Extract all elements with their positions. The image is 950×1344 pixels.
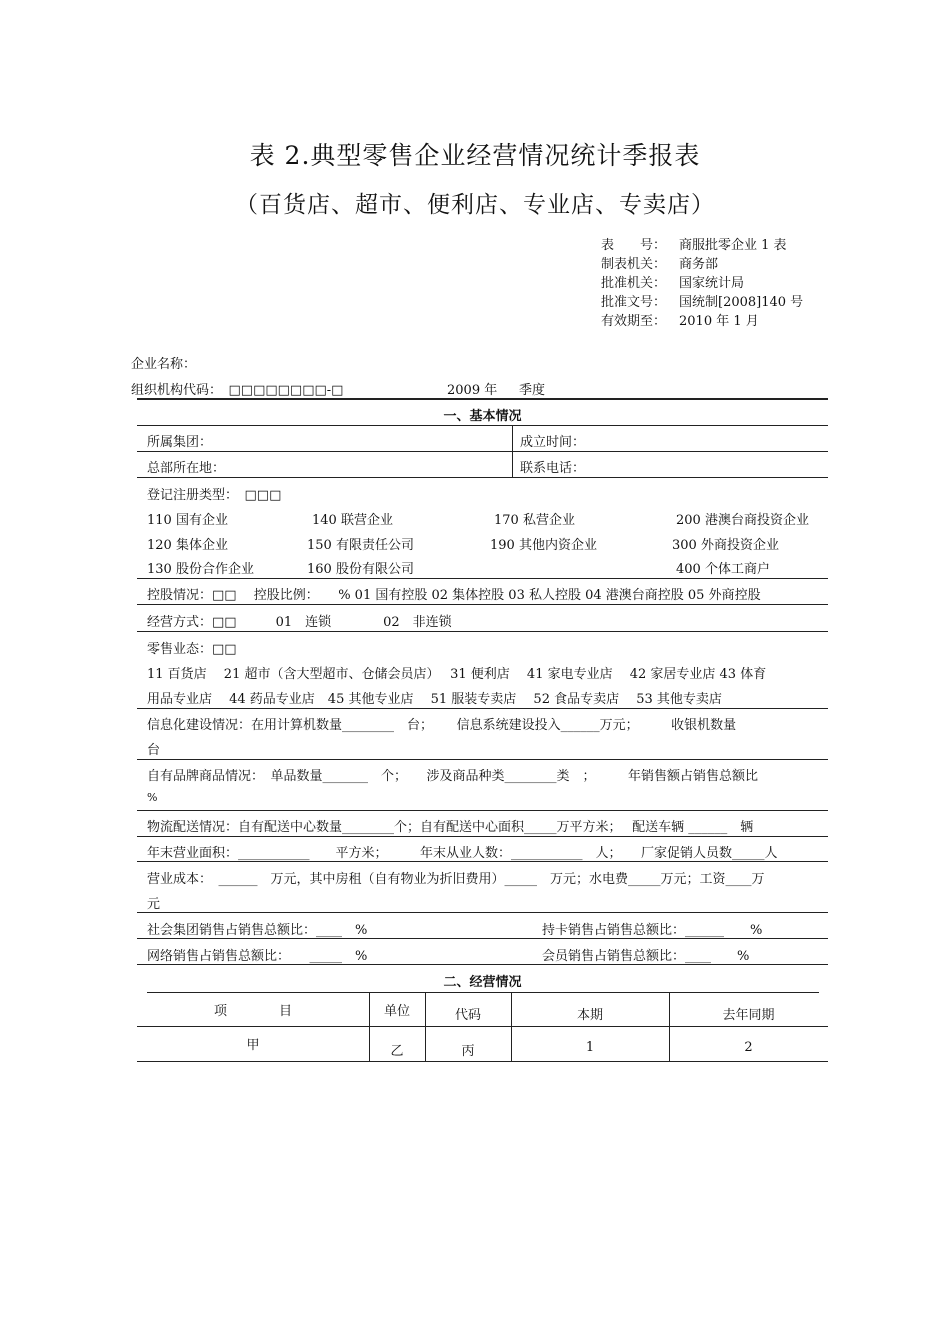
reg-option: 150 有限责任公司 — [307, 538, 414, 553]
reg-option: 140 联营企业 — [312, 513, 393, 528]
brand-row-line1: 自有品牌商品情况： 单品数量_______ 个； 涉及商品种类________类 ； 年销售额占销售总额比 — [147, 769, 759, 784]
table-cell: 2 — [744, 1040, 753, 1055]
reg-option: 190 其他内资企业 — [490, 538, 597, 553]
metadata-row — [601, 312, 759, 331]
reg-option: 160 股份有限公司 — [307, 562, 414, 577]
quarter-label: 季度 — [519, 383, 546, 398]
reg-type-label: 登记注册类型： □□□ — [147, 488, 282, 503]
table-cell: 丙 — [461, 1044, 475, 1059]
table-header-code: 代码 — [454, 1008, 481, 1023]
divider — [137, 810, 828, 811]
brand-row-line2: % — [147, 791, 158, 804]
metadata-row — [601, 293, 803, 312]
table-header-item: 项 目 — [213, 1004, 292, 1019]
phone-label: 联系电话： — [520, 461, 586, 476]
it-row-line1: 信息化建设情况：在用计算机数量________ 台； 信息系统建设投入______万元； 收银机数量 — [147, 718, 737, 733]
divider — [137, 759, 828, 760]
year-label: 2009 年 — [447, 383, 498, 398]
card-sales-ratio: 持卡销售占销售总额比：______ % — [542, 923, 763, 938]
metadata-value: 国家统计局 — [679, 276, 745, 291]
metadata-row — [601, 236, 787, 255]
metadata-value: 2010 年 1 月 — [679, 314, 759, 329]
metadata-row — [601, 274, 744, 293]
table-header-last-year: 去年同期 — [722, 1008, 775, 1023]
metadata-value: 商服批零企业 1 表 — [679, 238, 787, 253]
area-row: 年末营业面积：___________ 平方米； 年末从业人数：___________ 人； 厂家促销人员数_____人 — [147, 846, 778, 861]
online-sales-ratio: 网络销售占销售总额比： _____ % — [147, 949, 368, 964]
divider — [137, 1026, 828, 1027]
metadata-key: 有效期至： — [601, 314, 667, 329]
metadata-key: 批准机关： — [601, 276, 667, 291]
divider — [137, 578, 828, 579]
table-header-unit: 单位 — [383, 1004, 410, 1019]
metadata-value: 国统制[2008]140 号 — [679, 295, 804, 310]
table-cell: 甲 — [246, 1038, 260, 1053]
divider — [137, 708, 828, 709]
format-options-line1: 11 百货店 21 超市（含大型超市、仓储会员店） 31 便利店 41 家电专业店 42 家居专业店 43 体育 — [147, 667, 767, 682]
table-header-current: 本期 — [576, 1008, 603, 1023]
metadata-key: 表 号： — [601, 238, 667, 253]
divider — [137, 604, 828, 605]
reg-option: 400 个体工商户 — [676, 562, 770, 577]
divider — [137, 398, 828, 400]
reg-option: 300 外商投资企业 — [672, 538, 779, 553]
divider — [147, 992, 819, 993]
section-operation-title: 二、经营情况 — [443, 975, 522, 990]
table-cell: 1 — [585, 1040, 595, 1055]
divider — [137, 938, 828, 939]
divider — [137, 477, 828, 478]
metadata-key: 批准文号： — [601, 295, 667, 310]
org-code-label: 组织机构代码： □□□□□□□□-□ — [131, 383, 344, 398]
document-subtitle: （百货店、超市、便利店、专业店、专卖店） — [235, 192, 715, 218]
divider — [137, 861, 828, 862]
section-basic-title: 一、基本情况 — [443, 409, 522, 424]
format-options-line2: 用品专业店 44 药品专业店 45 其他专业店 51 服装专卖店 52 食品专卖店 53 其他专卖店 — [147, 692, 722, 707]
holding-row: 控股情况：□□ 控股比例： % 01 国有控股 02 集体控股 03 私人控股 04 港澳台商控股 05 外商控股 — [147, 588, 761, 603]
cost-row-line1: 营业成本： ______ 万元，其中房租（自有物业为折旧费用）_____ 万元；水电费_____万元；工资____万 — [147, 872, 765, 887]
reg-option: 130 股份合作企业 — [147, 562, 254, 577]
divider — [137, 912, 828, 913]
logistics-row: 物流配送情况：自有配送中心数量________个；自有配送中心面积_____万平方米； 配送车辆 ______ 辆 — [147, 820, 754, 835]
metadata-value: 商务部 — [679, 257, 719, 272]
established-label: 成立时间： — [520, 435, 586, 450]
divider — [137, 1061, 828, 1062]
reg-option: 110 国有企业 — [147, 513, 228, 528]
social-sales-ratio: 社会集团销售占销售总额比：____ % — [147, 923, 368, 938]
divider — [137, 836, 828, 837]
divider — [137, 451, 828, 452]
company-name-label: 企业名称： — [131, 357, 197, 372]
mode-row: 经营方式：□□ 01 连锁 02 非连锁 — [147, 615, 452, 630]
metadata-row — [601, 255, 718, 274]
divider — [137, 425, 828, 426]
reg-option: 120 集体企业 — [147, 538, 228, 553]
member-sales-ratio: 会员销售占销售总额比：____ % — [542, 949, 750, 964]
table-cell: 乙 — [390, 1044, 404, 1059]
reg-option: 170 私营企业 — [494, 513, 575, 528]
metadata-key: 制表机关： — [601, 257, 667, 272]
document-title: 表 2.典型零售企业经营情况统计季报表 — [249, 141, 701, 170]
format-label: 零售业态：□□ — [147, 642, 237, 657]
divider — [137, 964, 828, 965]
reg-option: 200 港澳台商投资企业 — [676, 513, 809, 528]
divider — [137, 631, 828, 632]
it-row-line2: 台 — [147, 743, 161, 758]
group-label: 所属集团： — [147, 435, 213, 450]
hq-label: 总部所在地： — [147, 461, 226, 476]
cost-row-line2: 元 — [147, 897, 161, 912]
